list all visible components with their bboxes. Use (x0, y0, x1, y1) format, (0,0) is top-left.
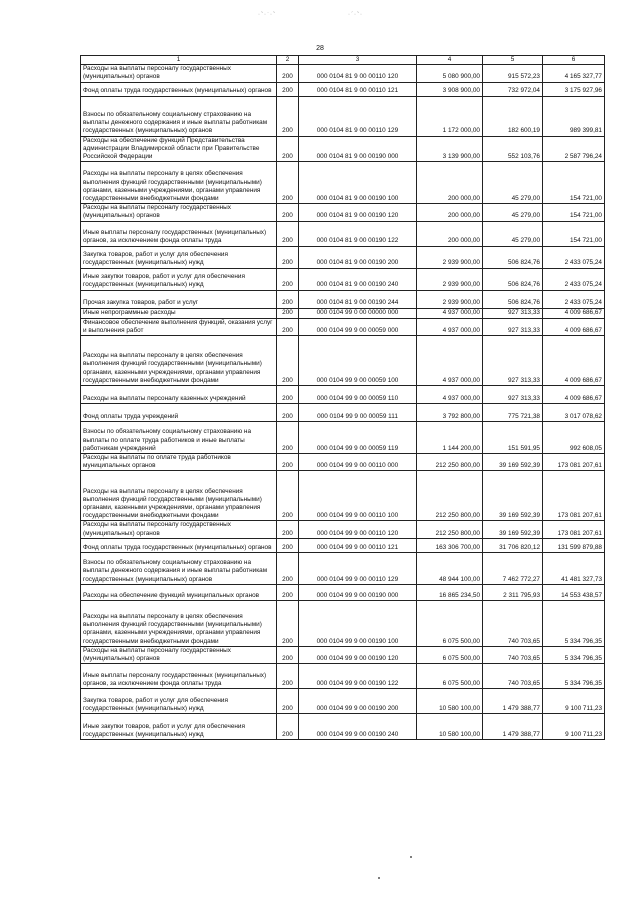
table-row (81, 136, 605, 162)
approved-amount: 4 937 000,00 (417, 308, 483, 318)
executed-amount: 732 972,04 (483, 82, 543, 96)
executed-amount: 31 706 820,12 (483, 538, 543, 552)
line-code: 200 (277, 221, 299, 246)
executed-amount: 740 703,65 (483, 600, 543, 646)
approved-amount: 4 937 000,00 (417, 336, 483, 386)
unexecuted-amount: 5 334 796,35 (543, 646, 605, 663)
unexecuted-amount: 173 081 207,61 (543, 454, 605, 471)
executed-amount: 39 169 592,39 (483, 471, 543, 521)
column-number-header-row (81, 56, 605, 65)
unexecuted-amount: 41 481 327,73 (543, 552, 605, 584)
executed-amount: 151 591,95 (483, 422, 543, 454)
unexecuted-amount: 3 017 078,62 (543, 404, 605, 422)
unexecuted-amount: 154 721,00 (543, 221, 605, 246)
scan-artifact: ·˜·˙·˜ (258, 12, 276, 18)
line-code: 200 (277, 404, 299, 422)
budget-classification-code: 000 0104 99 9 00 00190 100 (299, 600, 417, 646)
table-row (81, 386, 605, 404)
line-code: 200 (277, 96, 299, 136)
budget-classification-code: 000 0104 99 9 00 00110 121 (299, 538, 417, 552)
budget-classification-code: 000 0104 99 9 00 00110 100 (299, 471, 417, 521)
unexecuted-amount: 2 433 075,24 (543, 290, 605, 308)
line-code: 200 (277, 538, 299, 552)
executed-amount: 506 824,76 (483, 290, 543, 308)
unexecuted-amount: 154 721,00 (543, 162, 605, 204)
line-code: 200 (277, 422, 299, 454)
budget-classification-code: 000 0104 99 9 00 00059 111 (299, 404, 417, 422)
line-item-name: Закупка товаров, работ и услуг для обеспечения государственных (муниципальных) нужд (81, 689, 277, 714)
executed-amount: 927 313,33 (483, 308, 543, 318)
approved-amount: 5 080 900,00 (417, 65, 483, 82)
executed-amount: 1 479 388,77 (483, 714, 543, 740)
executed-amount: 39 169 592,39 (483, 521, 543, 538)
budget-classification-code: 000 0104 81 9 00 00190 000 (299, 136, 417, 162)
executed-amount: 45 279,00 (483, 162, 543, 204)
approved-amount: 6 075 500,00 (417, 646, 483, 663)
line-item-name: Прочая закупка товаров, работ и услуг (81, 290, 277, 308)
line-code: 200 (277, 136, 299, 162)
approved-amount: 212 250 800,00 (417, 454, 483, 471)
budget-classification-code: 000 0104 99 9 00 00190 120 (299, 646, 417, 663)
line-item-name: Иные непрограммные расходы (81, 308, 277, 318)
table-row (81, 422, 605, 454)
line-code: 200 (277, 290, 299, 308)
approved-amount: 1 172 000,00 (417, 96, 483, 136)
line-item-name: Расходы на выплаты по оплате труда работников муниципальных органов (81, 454, 277, 471)
approved-amount: 200 000,00 (417, 221, 483, 246)
unexecuted-amount: 989 399,81 (543, 96, 605, 136)
approved-amount: 4 937 000,00 (417, 386, 483, 404)
line-code: 200 (277, 689, 299, 714)
unexecuted-amount: 5 334 796,35 (543, 664, 605, 689)
unexecuted-amount: 2 433 075,24 (543, 246, 605, 268)
executed-amount: 915 572,23 (483, 65, 543, 82)
executed-amount: 45 279,00 (483, 204, 543, 221)
executed-amount: 927 313,33 (483, 318, 543, 335)
table-row (81, 65, 605, 82)
budget-classification-code: 000 0104 99 9 00 00190 122 (299, 664, 417, 689)
approved-amount: 212 250 800,00 (417, 521, 483, 538)
executed-amount: 740 703,65 (483, 664, 543, 689)
table-row (81, 454, 605, 471)
table-row (81, 689, 605, 714)
executed-amount: 7 462 772,27 (483, 552, 543, 584)
executed-amount: 182 600,19 (483, 96, 543, 136)
approved-amount: 10 580 100,00 (417, 689, 483, 714)
line-code: 200 (277, 552, 299, 584)
executed-amount: 506 824,76 (483, 268, 543, 290)
unexecuted-amount: 2 433 075,24 (543, 268, 605, 290)
table-row (81, 82, 605, 96)
line-item-name: Расходы на выплаты персоналу государственных (муниципальных) органов (81, 65, 277, 82)
column-header: 1 (81, 56, 277, 65)
unexecuted-amount: 9 100 711,23 (543, 714, 605, 740)
line-code: 200 (277, 162, 299, 204)
table-row (81, 308, 605, 318)
approved-amount: 16 865 234,50 (417, 584, 483, 600)
table-row (81, 646, 605, 663)
line-item-name: Расходы на выплаты персоналу в целях обеспечения выполнения функций государственными (муниципальными) органами, казенными учреждениями, органами управления государственными внебюджетными фондами (81, 471, 277, 521)
approved-amount: 200 000,00 (417, 204, 483, 221)
scan-dot (410, 856, 412, 858)
table-row (81, 552, 605, 584)
unexecuted-amount: 4 009 686,67 (543, 318, 605, 335)
line-item-name: Расходы на выплаты персоналу государственных (муниципальных) органов (81, 204, 277, 221)
budget-classification-code: 000 0104 99 9 00 00110 120 (299, 521, 417, 538)
table-row (81, 584, 605, 600)
executed-amount: 927 313,33 (483, 386, 543, 404)
column-header: 4 (417, 56, 483, 65)
line-code: 200 (277, 246, 299, 268)
unexecuted-amount: 4 009 686,67 (543, 308, 605, 318)
table-row (81, 268, 605, 290)
line-code: 200 (277, 454, 299, 471)
budget-classification-code: 000 0104 81 9 00 00190 200 (299, 246, 417, 268)
line-code: 200 (277, 336, 299, 386)
approved-amount: 3 792 800,00 (417, 404, 483, 422)
line-item-name: Взносы по обязательному социальному страхованию на выплаты по оплате труда работников и иные выплаты работникам учреждений (81, 422, 277, 454)
line-code: 200 (277, 600, 299, 646)
budget-classification-code: 000 0104 99 9 00 00190 240 (299, 714, 417, 740)
approved-amount: 2 939 900,00 (417, 290, 483, 308)
approved-amount: 48 944 100,00 (417, 552, 483, 584)
budget-classification-code: 000 0104 99 9 00 00059 110 (299, 386, 417, 404)
budget-classification-code: 000 0104 99 9 00 00059 119 (299, 422, 417, 454)
approved-amount: 2 939 900,00 (417, 246, 483, 268)
table-row (81, 714, 605, 740)
line-item-name: Иные закупки товаров, работ и услуг для обеспечения государственных (муниципальных) нужд (81, 714, 277, 740)
executed-amount: 552 103,76 (483, 136, 543, 162)
table-row (81, 246, 605, 268)
line-code: 200 (277, 82, 299, 96)
table-row (81, 290, 605, 308)
line-code: 200 (277, 664, 299, 689)
line-item-name: Иные выплаты персоналу государственных (муниципальных) органов, за исключением фонда оплаты труда (81, 664, 277, 689)
line-item-name: Расходы на выплаты персоналу государственных (муниципальных) органов (81, 646, 277, 663)
budget-execution-table (80, 55, 605, 740)
approved-amount: 4 937 000,00 (417, 318, 483, 335)
budget-classification-code: 000 0104 99 9 00 00190 000 (299, 584, 417, 600)
unexecuted-amount: 2 587 796,24 (543, 136, 605, 162)
unexecuted-amount: 4 165 327,77 (543, 65, 605, 82)
table-row (81, 600, 605, 646)
line-item-name: Финансовое обеспечение выполнения функций, оказания услуг и выполнения работ (81, 318, 277, 335)
table-row (81, 96, 605, 136)
line-item-name: Взносы по обязательному социальному страхованию на выплаты денежного содержания и иные выплаты работникам государственных (муниципальных) органов (81, 552, 277, 584)
line-code: 200 (277, 308, 299, 318)
table-row (81, 318, 605, 335)
budget-classification-code: 000 0104 81 9 00 00190 122 (299, 221, 417, 246)
table-row (81, 336, 605, 386)
table-row (81, 204, 605, 221)
executed-amount: 2 311 795,93 (483, 584, 543, 600)
line-item-name: Расходы на выплаты персоналу в целях обеспечения выполнения функций государственными (муниципальными) органами, казенными учреждениями, органами управления государственными внебюджетными фондами (81, 162, 277, 204)
line-item-name: Расходы на обеспечение функций муниципальных органов (81, 584, 277, 600)
column-header: 2 (277, 56, 299, 65)
table-row (81, 664, 605, 689)
line-item-name: Расходы на выплаты персоналу государственных (муниципальных) органов (81, 521, 277, 538)
approved-amount: 3 908 900,00 (417, 82, 483, 96)
budget-classification-code: 000 0104 81 9 00 00110 120 (299, 65, 417, 82)
executed-amount: 927 313,33 (483, 336, 543, 386)
unexecuted-amount: 9 100 711,23 (543, 689, 605, 714)
line-code: 200 (277, 714, 299, 740)
approved-amount: 212 250 800,00 (417, 471, 483, 521)
executed-amount: 506 824,76 (483, 246, 543, 268)
line-code: 200 (277, 65, 299, 82)
line-item-name: Расходы на выплаты персоналу в целях обеспечения выполнения функций государственными (муниципальными) органами, казенными учреждениями, органами управления государственными внебюджетными фондами (81, 600, 277, 646)
line-code: 200 (277, 471, 299, 521)
budget-classification-code: 000 0104 81 9 00 00190 244 (299, 290, 417, 308)
line-item-name: Фонд оплаты труда учреждений (81, 404, 277, 422)
budget-classification-code: 000 0104 81 9 00 00190 240 (299, 268, 417, 290)
unexecuted-amount: 173 081 207,61 (543, 521, 605, 538)
unexecuted-amount: 173 081 207,61 (543, 471, 605, 521)
unexecuted-amount: 14 553 438,57 (543, 584, 605, 600)
line-item-name: Иные закупки товаров, работ и услуг для обеспечения государственных (муниципальных) нужд (81, 268, 277, 290)
unexecuted-amount: 4 009 686,67 (543, 336, 605, 386)
approved-amount: 6 075 500,00 (417, 664, 483, 689)
line-code: 200 (277, 318, 299, 335)
table-row (81, 162, 605, 204)
executed-amount: 45 279,00 (483, 221, 543, 246)
approved-amount: 1 144 200,00 (417, 422, 483, 454)
approved-amount: 10 580 100,00 (417, 714, 483, 740)
line-code: 200 (277, 646, 299, 663)
approved-amount: 6 075 500,00 (417, 600, 483, 646)
column-header: 3 (299, 56, 417, 65)
budget-classification-code: 000 0104 99 0 00 00000 000 (299, 308, 417, 318)
budget-classification-code: 000 0104 99 9 00 00110 000 (299, 454, 417, 471)
line-code: 200 (277, 521, 299, 538)
line-item-name: Расходы на выплаты персоналу казенных учреждений (81, 386, 277, 404)
budget-classification-code: 000 0104 99 9 00 00110 129 (299, 552, 417, 584)
line-item-name: Фонд оплаты труда государственных (муниципальных) органов (81, 82, 277, 96)
table-row (81, 404, 605, 422)
line-item-name: Взносы по обязательному социальному страхованию на выплаты денежного содержания и иные выплаты работникам государственных (муниципальных) органов (81, 96, 277, 136)
column-header: 5 (483, 56, 543, 65)
approved-amount: 200 000,00 (417, 162, 483, 204)
unexecuted-amount: 4 009 686,67 (543, 386, 605, 404)
budget-classification-code: 000 0104 81 9 00 00190 100 (299, 162, 417, 204)
table-row (81, 538, 605, 552)
line-item-name: Иные выплаты персоналу государственных (муниципальных) органов, за исключением фонда оплаты труда (81, 221, 277, 246)
line-code: 200 (277, 584, 299, 600)
line-item-name: Расходы на обеспечение функций Представительства администрации Владимирской области при Правительстве Российской Федерации (81, 136, 277, 162)
executed-amount: 740 703,65 (483, 646, 543, 663)
column-header: 6 (543, 56, 605, 65)
budget-classification-code: 000 0104 81 9 00 00110 129 (299, 96, 417, 136)
unexecuted-amount: 131 599 879,88 (543, 538, 605, 552)
budget-classification-code: 000 0104 99 9 00 00059 000 (299, 318, 417, 335)
budget-classification-code: 000 0104 99 9 00 00190 200 (299, 689, 417, 714)
executed-amount: 39 169 592,39 (483, 454, 543, 471)
executed-amount: 1 479 388,77 (483, 689, 543, 714)
approved-amount: 163 306 700,00 (417, 538, 483, 552)
executed-amount: 775 721,38 (483, 404, 543, 422)
line-code: 200 (277, 268, 299, 290)
line-code: 200 (277, 386, 299, 404)
budget-classification-code: 000 0104 81 9 00 00190 120 (299, 204, 417, 221)
budget-classification-code: 000 0104 99 9 00 00059 100 (299, 336, 417, 386)
unexecuted-amount: 154 721,00 (543, 204, 605, 221)
line-item-name: Закупка товаров, работ и услуг для обеспечения государственных (муниципальных) нужд (81, 246, 277, 268)
table-row (81, 521, 605, 538)
approved-amount: 2 939 900,00 (417, 268, 483, 290)
budget-classification-code: 000 0104 81 9 00 00110 121 (299, 82, 417, 96)
line-item-name: Расходы на выплаты персоналу в целях обеспечения выполнения функций государственными (муниципальными) органами, казенными учреждениями, органами управления государственными внебюджетными фондами (81, 336, 277, 386)
line-item-name: Фонд оплаты труда государственных (муниципальных) органов (81, 538, 277, 552)
unexecuted-amount: 5 334 796,35 (543, 600, 605, 646)
table-row (81, 221, 605, 246)
unexecuted-amount: 3 175 927,96 (543, 82, 605, 96)
scan-dot (378, 877, 380, 879)
approved-amount: 3 139 900,00 (417, 136, 483, 162)
scan-artifact: ·´·˜· (348, 12, 363, 18)
unexecuted-amount: 992 608,05 (543, 422, 605, 454)
table-row (81, 471, 605, 521)
line-code: 200 (277, 204, 299, 221)
page-number: 28 (316, 45, 324, 52)
